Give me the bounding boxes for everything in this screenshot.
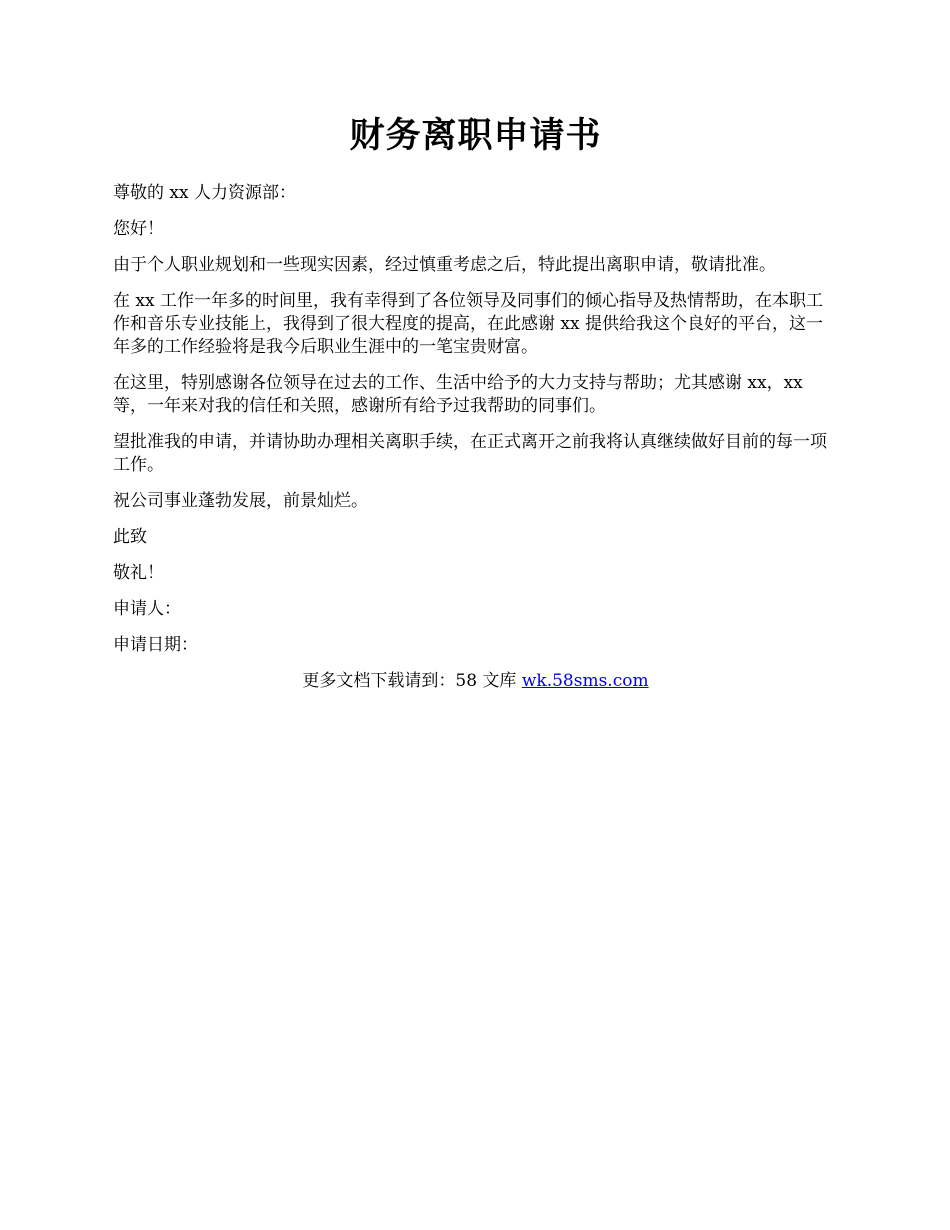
body-paragraph: 由于个人职业规划和一些现实因素，经过慎重考虑之后，特此提出离职申请，敬请批准。 — [113, 255, 776, 275]
body-paragraph: 望批准我的申请，并请协助办理相关离职手续，在正式离开之前我将认真继续做好目前的每一项工作。 — [113, 432, 827, 475]
document-title: 财务离职申请书 — [349, 115, 602, 156]
closing-salute: 敬礼！ — [113, 563, 164, 583]
closing-line: 此致 — [113, 527, 147, 547]
greeting: 您好！ — [113, 219, 164, 239]
footer — [113, 670, 838, 693]
footer-text: 更多文档下载请到：58 文库 — [302, 671, 522, 691]
closing-wish: 祝公司事业蓬勃发展，前景灿烂。 — [113, 491, 368, 511]
body-paragraph: 在这里，特别感谢各位领导在过去的工作、生活中给予的大力支持与帮助；尤其感谢 xx，xx 等，一年来对我的信任和关照，感谢所有给予过我帮助的同事们。 — [113, 373, 803, 416]
application-date-label: 申请日期： — [113, 635, 198, 655]
salutation: 尊敬的 xx 人力资源部： — [113, 183, 296, 203]
applicant-label: 申请人： — [113, 599, 181, 619]
body-paragraph: 在 xx 工作一年多的时间里，我有幸得到了各位领导及同事们的倾心指导及热情帮助，在本职工作和音乐专业技能上，我得到了很大程度的提高，在此感谢 xx 提供给我这个良好的平台，这一年多的工作经验将是我今后职业生涯中的一笔宝贵财富。 — [113, 291, 823, 357]
footer-link[interactable]: wk.58sms.com — [521, 671, 649, 691]
